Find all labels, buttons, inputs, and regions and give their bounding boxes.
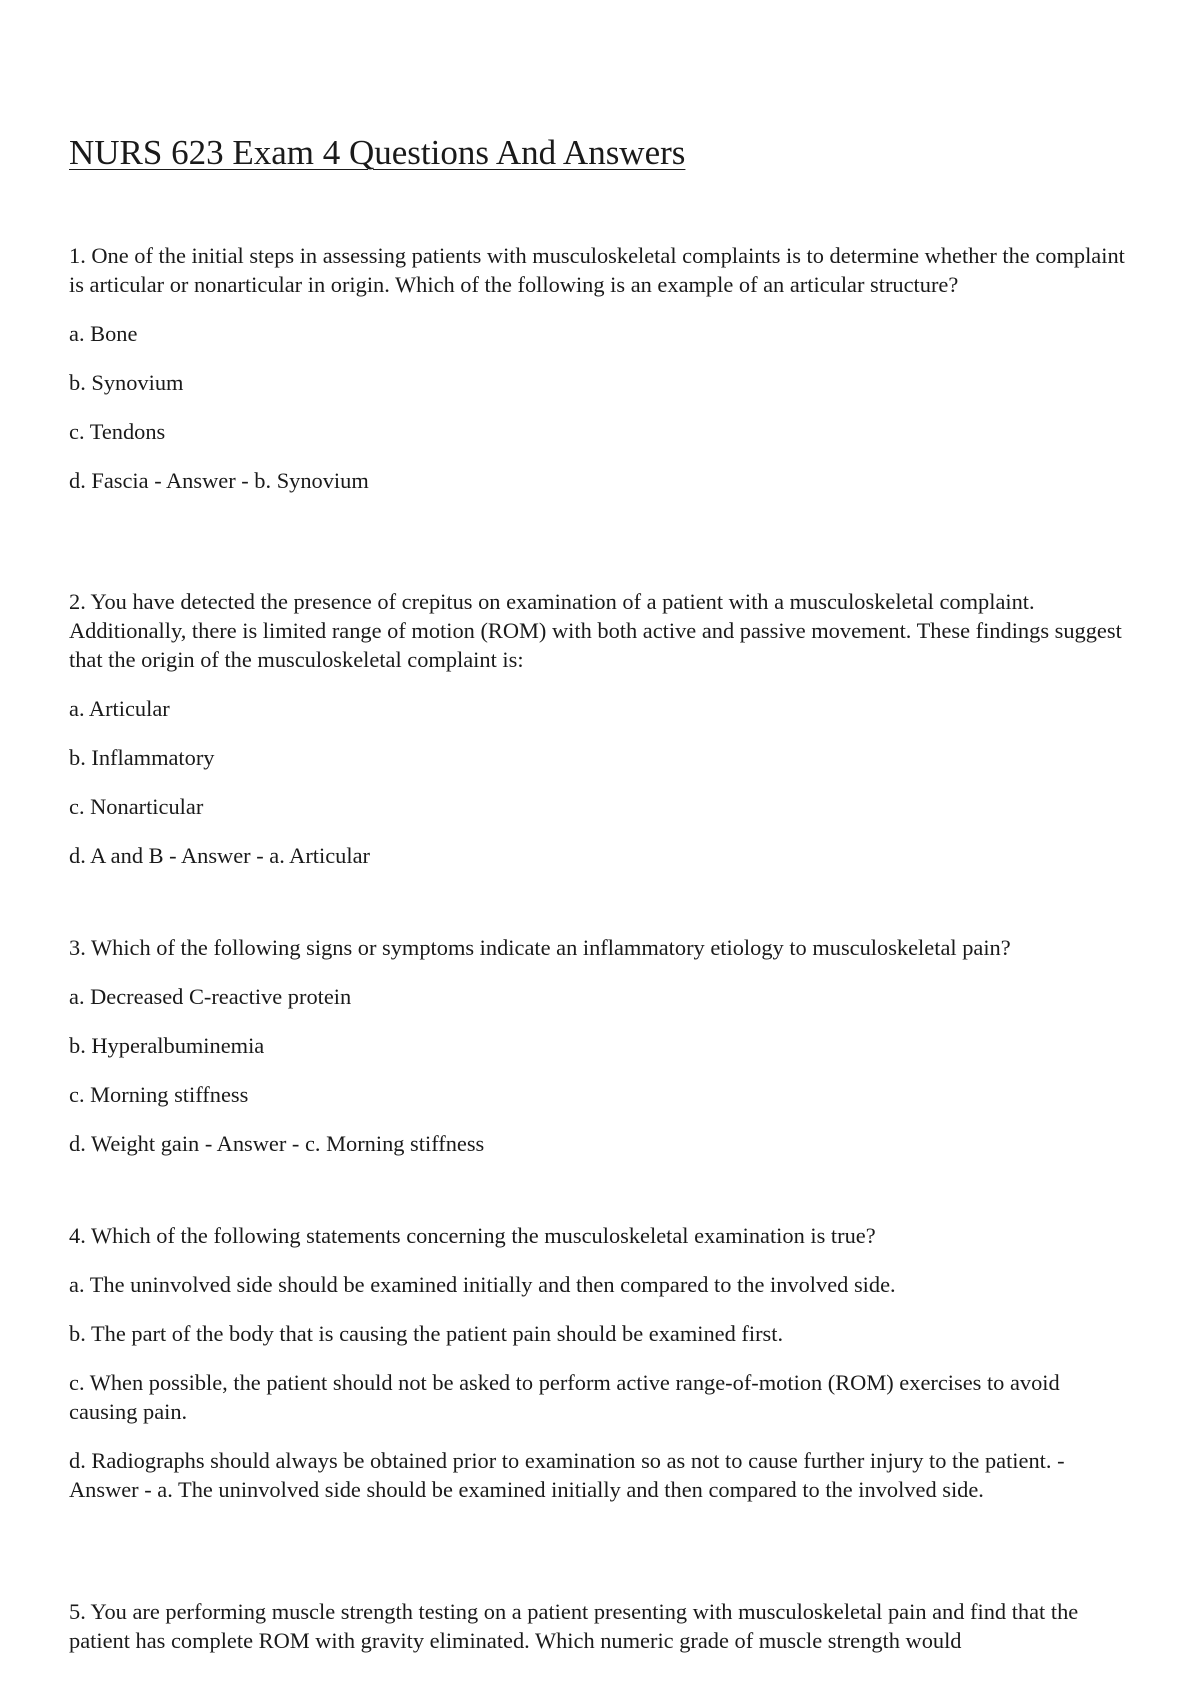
answer-option: c. Morning stiffness <box>69 1082 249 1107</box>
answer-option: a. Articular <box>69 696 170 721</box>
answer-option: d. Radiographs should always be obtained prior to examination so as not to cause further injury to the patient. - Answer - a. The uninvolved side should be examined initially and then compared to the involved side. <box>69 1448 1065 1502</box>
answer-option: c. Nonarticular <box>69 794 204 819</box>
question-text: 3. Which of the following signs or symptoms indicate an inflammatory etiology to musculoskeletal pain? <box>69 935 1011 960</box>
answer-option: d. Weight gain - Answer - c. Morning stiffness <box>69 1131 485 1156</box>
answer-option: c. Tendons <box>69 419 166 444</box>
question-text: 4. Which of the following statements concerning the musculoskeletal examination is true? <box>69 1223 876 1248</box>
answer-option: b. The part of the body that is causing the patient pain should be examined first. <box>69 1321 784 1346</box>
question-text: 2. You have detected the presence of crepitus on examination of a patient with a musculoskeletal complaint. Additionally, there is limited range of motion (ROM) with both active and passive movement. These findings suggest that the origin of the musculoskeletal complaint is: <box>69 589 1122 672</box>
answer-option: a. The uninvolved side should be examined initially and then compared to the involved side. <box>69 1272 896 1297</box>
question-4 <box>69 1221 1129 1504</box>
question-3 <box>69 933 1129 1158</box>
answer-option: b. Hyperalbuminemia <box>69 1033 265 1058</box>
answer-option: d. A and B - Answer - a. Articular <box>69 843 370 868</box>
question-2 <box>69 587 1129 870</box>
question-5 <box>69 1597 1129 1655</box>
question-1 <box>69 241 1129 495</box>
answer-option: c. When possible, the patient should not be asked to perform active range-of-motion (ROM) exercises to avoid causing pain. <box>69 1370 1060 1424</box>
question-text: 1. One of the initial steps in assessing patients with musculoskeletal complaints is to determine whether the complaint is articular or nonarticular in origin. Which of the following is an example of an articular structure? <box>69 243 1125 297</box>
answer-option: b. Inflammatory <box>69 745 215 770</box>
document-title: NURS 623 Exam 4 Questions And Answers <box>69 133 686 172</box>
answer-option: a. Bone <box>69 321 138 346</box>
answer-option: a. Decreased C-reactive protein <box>69 984 352 1009</box>
answer-option: d. Fascia - Answer - b. Synovium <box>69 468 369 493</box>
answer-option: b. Synovium <box>69 370 184 395</box>
question-text: 5. You are performing muscle strength testing on a patient presenting with musculoskeletal pain and find that the patient has complete ROM with gravity eliminated. Which numeric grade of muscle strength would <box>69 1599 1079 1653</box>
